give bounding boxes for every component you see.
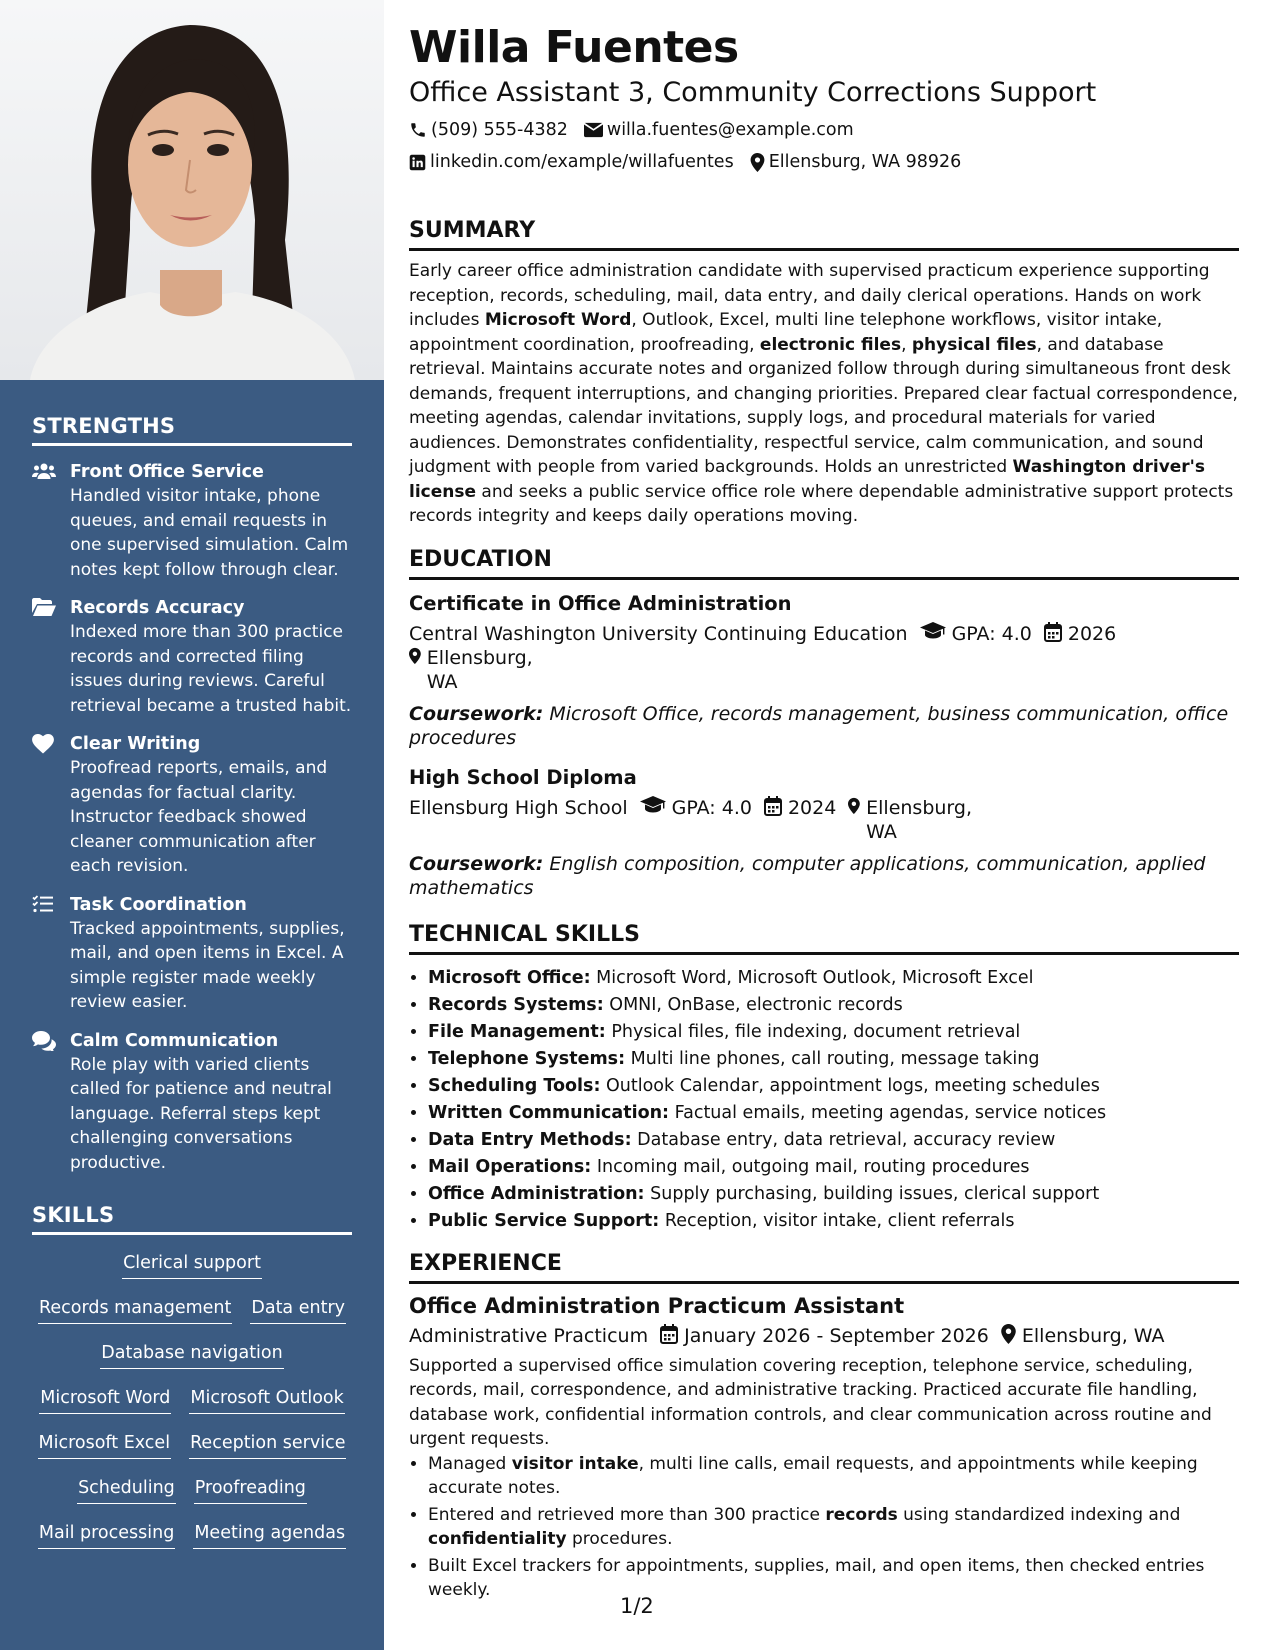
skill-category: Microsoft Office:: [428, 967, 591, 988]
skill-category: Office Administration:: [428, 1183, 645, 1204]
email-contact[interactable]: [584, 114, 854, 146]
education-location: [848, 796, 978, 844]
skill-tag: Microsoft Outlook: [189, 1386, 344, 1414]
summary-bold: electronic files: [759, 334, 902, 355]
summary-bold: Microsoft Word: [484, 310, 632, 330]
gpa-text: GPA: 4.0: [951, 622, 1032, 645]
bullet-text: procedures.: [566, 1529, 673, 1549]
portrait-illustration: [0, 0, 384, 380]
strength-description: Indexed more than 300 practice records and corrected filing issues during reviews. Careful retrieval became a trusted habit.: [70, 622, 352, 716]
phone-contact[interactable]: [409, 114, 568, 146]
year-text: 2026: [1067, 622, 1117, 645]
graduation-year: [764, 796, 836, 820]
job-title: Office Administration Practicum Assistant: [409, 1293, 905, 1318]
main-content: [409, 20, 1239, 1605]
skill-category: Public Service Support:: [428, 1210, 660, 1231]
technical-skill-item: [428, 1073, 1239, 1100]
bullet-text: Built Excel trackers for appointments, supplies, mail, and open items, then checked entries weekly.: [428, 1555, 1205, 1600]
candidate-title: Office Assistant 3, Community Corrections Support: [409, 77, 1097, 108]
skill-values: OMNI, OnBase, electronic records: [609, 994, 903, 1015]
map-pin-icon: [750, 153, 765, 172]
contact-row-1: [409, 114, 1239, 146]
skill-tag: Database navigation: [100, 1341, 283, 1369]
map-pin-icon: [1001, 1324, 1016, 1344]
skill-values: Database entry, data retrieval, accuracy review: [637, 1129, 1056, 1150]
map-pin-icon: [848, 796, 860, 816]
job-location-text: Ellensburg, WA: [1021, 1324, 1165, 1347]
skill-values: Supply purchasing, building issues, clerical support: [650, 1183, 1100, 1204]
sidebar: [0, 0, 384, 1650]
summary-part: , and database retrieval. Maintains accurate notes and organized follow through during simultaneous front desk demands, frequent interruptions, and changing priorities. Prepared clear factual correspondence, meeting agendas, calendar invitations, supply logs, and procedural materials for varied audiences. Demonstrates confidentiality, respectful service, calm communication, and sound judgment with people from varied backgrounds. Holds an unrestricted: [409, 334, 1238, 477]
calendar-icon: [1044, 622, 1062, 642]
education-list: [409, 590, 1239, 900]
technical-skills-heading: TECHNICAL SKILLS: [409, 920, 1239, 955]
skills-row: [32, 1521, 352, 1549]
bullet-bold: confidentiality: [428, 1529, 567, 1549]
degree-title: High School Diploma: [409, 765, 637, 789]
skill-category: Data Entry Methods:: [428, 1129, 632, 1150]
year-text: 2024: [787, 796, 837, 819]
skill-values: Factual emails, meeting agendas, service notices: [674, 1102, 1107, 1123]
technical-skill-item: [428, 1181, 1239, 1208]
skills-row: [32, 1341, 352, 1369]
envelope-icon: [584, 122, 603, 138]
skill-category: Mail Operations:: [428, 1156, 592, 1177]
summary-text: [409, 259, 1239, 529]
skill-tag: Meeting agendas: [193, 1521, 346, 1549]
page-number: 1/2: [620, 1594, 654, 1618]
comments-icon: [32, 1031, 56, 1051]
coursework: [409, 702, 1239, 750]
skill-category: Scheduling Tools:: [428, 1075, 601, 1096]
strength-title: Task Coordination: [70, 894, 247, 915]
skills-row: [32, 1386, 352, 1414]
job-location: [1001, 1324, 1165, 1348]
education-meta: [409, 622, 1239, 694]
gpa: [640, 796, 752, 820]
skills-row: [32, 1296, 352, 1324]
skill-tag: Data entry: [250, 1296, 346, 1324]
strengths-list: [32, 460, 352, 1175]
strengths-heading: STRENGTHS: [32, 414, 352, 446]
heart-icon: [32, 734, 56, 754]
technical-skills-list: [409, 965, 1239, 1235]
technical-skill-item: [428, 992, 1239, 1019]
skill-tag: Proofreading: [194, 1476, 307, 1504]
graduation-year: [1044, 622, 1116, 646]
school-name: Central Washington University Continuing Education: [409, 622, 908, 645]
skill-category: Telephone Systems:: [428, 1048, 626, 1069]
skill-category: Written Communication:: [428, 1102, 670, 1123]
skill-values: Outlook Calendar, appointment logs, meeting schedules: [606, 1075, 1100, 1096]
job-dates: [660, 1324, 989, 1348]
gpa-text: GPA: 4.0: [671, 796, 752, 819]
bullet-text: Managed: [428, 1453, 512, 1474]
skills-list: [32, 1251, 352, 1549]
job-dates-text: January 2026 - September 2026: [684, 1324, 989, 1347]
job-bullets: [409, 1452, 1239, 1603]
skill-tag: Microsoft Excel: [38, 1431, 172, 1459]
summary-part: , Outlook, Excel, multi line telephone workflows, visitor intake, appointment coordination, proofreading,: [409, 310, 1163, 355]
technical-skill-item: [428, 1127, 1239, 1154]
strength-description: Role play with varied clients called for patience and neutral language. Referral steps kept challenging conversations productive.: [70, 1054, 332, 1173]
degree-title: Certificate in Office Administration: [409, 591, 792, 615]
phone-icon: [409, 121, 427, 139]
education-heading: EDUCATION: [409, 545, 1239, 580]
candidate-name: Willa Fuentes: [409, 22, 739, 73]
bullet-text: , multi line calls, email requests, and appointments while keeping accurate notes.: [428, 1453, 1198, 1498]
email-text: willa.fuentes@example.com: [606, 120, 854, 140]
skill-values: Incoming mail, outgoing mail, routing procedures: [596, 1156, 1030, 1177]
users-icon: [32, 462, 56, 482]
coursework-label: Coursework:: [409, 702, 544, 725]
coursework: [409, 852, 1239, 900]
technical-skill-item: [428, 1046, 1239, 1073]
gpa: [920, 622, 1032, 646]
calendar-icon: [764, 796, 782, 816]
map-pin-icon: [409, 646, 421, 666]
job-bullet: [428, 1554, 1239, 1603]
education-item: [409, 590, 1239, 750]
skill-values: Multi line phones, call routing, message taking: [630, 1048, 1040, 1069]
strength-description: Handled visitor intake, phone queues, and email requests in one supervised simulation. Calm notes kept follow through clear.: [70, 486, 349, 580]
summary-part: ,: [901, 334, 912, 355]
education-location: [409, 646, 539, 694]
strength-item: [32, 1029, 352, 1176]
job-bullet: [428, 1452, 1239, 1501]
skill-tag: Microsoft Word: [39, 1386, 171, 1414]
skill-tag: Mail processing: [38, 1521, 175, 1549]
skill-tag: Records management: [38, 1296, 232, 1324]
technical-skill-item: [428, 1019, 1239, 1046]
skill-values: Microsoft Word, Microsoft Outlook, Microsoft Excel: [596, 967, 1034, 988]
technical-skill-item: [428, 1100, 1239, 1127]
skill-category: Records Systems:: [428, 994, 604, 1015]
strength-title: Clear Writing: [70, 734, 201, 754]
coursework-text: Microsoft Office, records management, business communication, office procedures: [409, 702, 1229, 749]
skills-row: [32, 1251, 352, 1279]
technical-skill-item: [428, 1208, 1239, 1235]
school-name: Ellensburg High School: [409, 796, 628, 819]
skill-values: Reception, visitor intake, client referrals: [664, 1210, 1015, 1231]
job-meta: [409, 1324, 1239, 1348]
skills-row: [32, 1431, 352, 1459]
strength-item: [32, 732, 352, 879]
coursework-text: English composition, computer applications, communication, applied mathematics: [409, 852, 1206, 899]
skills-heading: SKILLS: [32, 1203, 352, 1235]
strength-title: Front Office Service: [70, 462, 264, 482]
experience-heading: EXPERIENCE: [409, 1249, 1239, 1284]
strength-item: [32, 460, 352, 582]
skills-row: [32, 1476, 352, 1504]
coursework-label: Coursework:: [409, 852, 544, 875]
bullet-text: using standardized indexing and: [897, 1504, 1181, 1525]
job-bullet: [428, 1503, 1239, 1552]
skill-values: Physical files, file indexing, document retrieval: [611, 1021, 1021, 1042]
job-org: Administrative Practicum: [409, 1324, 649, 1347]
education-meta: [409, 796, 1239, 844]
strength-title: Records Accuracy: [70, 598, 245, 618]
summary-bold: physical files: [911, 334, 1037, 355]
summary-part: and seeks a public service office role where dependable administrative support protects records integrity and keeps daily operations moving.: [409, 481, 1234, 526]
location-contact: [750, 146, 962, 178]
technical-skill-item: [428, 1154, 1239, 1181]
graduation-cap-icon: [920, 622, 946, 640]
task-list-icon: [32, 895, 56, 915]
summary-heading: SUMMARY: [409, 216, 1239, 251]
profile-photo: [0, 0, 384, 380]
strength-item: [32, 893, 352, 1015]
strength-description: Proofread reports, emails, and agendas for factual clarity. Instructor feedback showed cleaner communication after each revision.: [70, 758, 328, 876]
skill-tag: Clerical support: [122, 1251, 262, 1279]
linkedin-icon: [409, 154, 426, 171]
education-item: [409, 764, 1239, 900]
location-text: Ellensburg, WA: [866, 796, 972, 843]
graduation-cap-icon: [640, 796, 666, 814]
skill-tag: Scheduling: [77, 1476, 176, 1504]
bullet-bold: records: [825, 1504, 898, 1525]
bullet-bold: visitor intake: [511, 1453, 639, 1474]
summary-bold: Washington driver's license: [409, 457, 1206, 502]
technical-skill-item: [428, 965, 1239, 992]
bullet-text: Entered and retrieved more than 300 practice: [428, 1504, 826, 1525]
job-description: Supported a supervised office simulation covering reception, telephone service, scheduling, records, mail, correspondence, and administrative tracking. Practiced accurate file handling, database work, confidential information controls, and clear communication across routine and urgent requests.: [409, 1355, 1212, 1449]
linkedin-contact[interactable]: [409, 146, 734, 178]
folder-open-icon: [32, 598, 56, 618]
strength-item: [32, 596, 352, 718]
summary-part: Early career office administration candidate with supervised practicum experience supporting reception, records, scheduling, mail, data entry, and daily clerical operations. Hands on work includes: [409, 261, 1210, 330]
strength-title: Calm Communication: [70, 1030, 279, 1051]
location-text: Ellensburg, WA 98926: [768, 152, 962, 172]
skill-tag: Reception service: [189, 1431, 346, 1459]
phone-text: (509) 555-4382: [431, 120, 568, 140]
sidebar-content: [32, 380, 352, 1549]
location-text: Ellensburg, WA: [426, 646, 533, 693]
linkedin-text: linkedin.com/example/willafuentes: [430, 152, 734, 172]
contact-row-2: [409, 146, 1239, 178]
strength-description: Tracked appointments, supplies, mail, and open items in Excel. A simple register made weekly review easier.: [70, 918, 345, 1012]
skill-category: File Management:: [428, 1021, 606, 1042]
calendar-icon: [660, 1324, 678, 1344]
